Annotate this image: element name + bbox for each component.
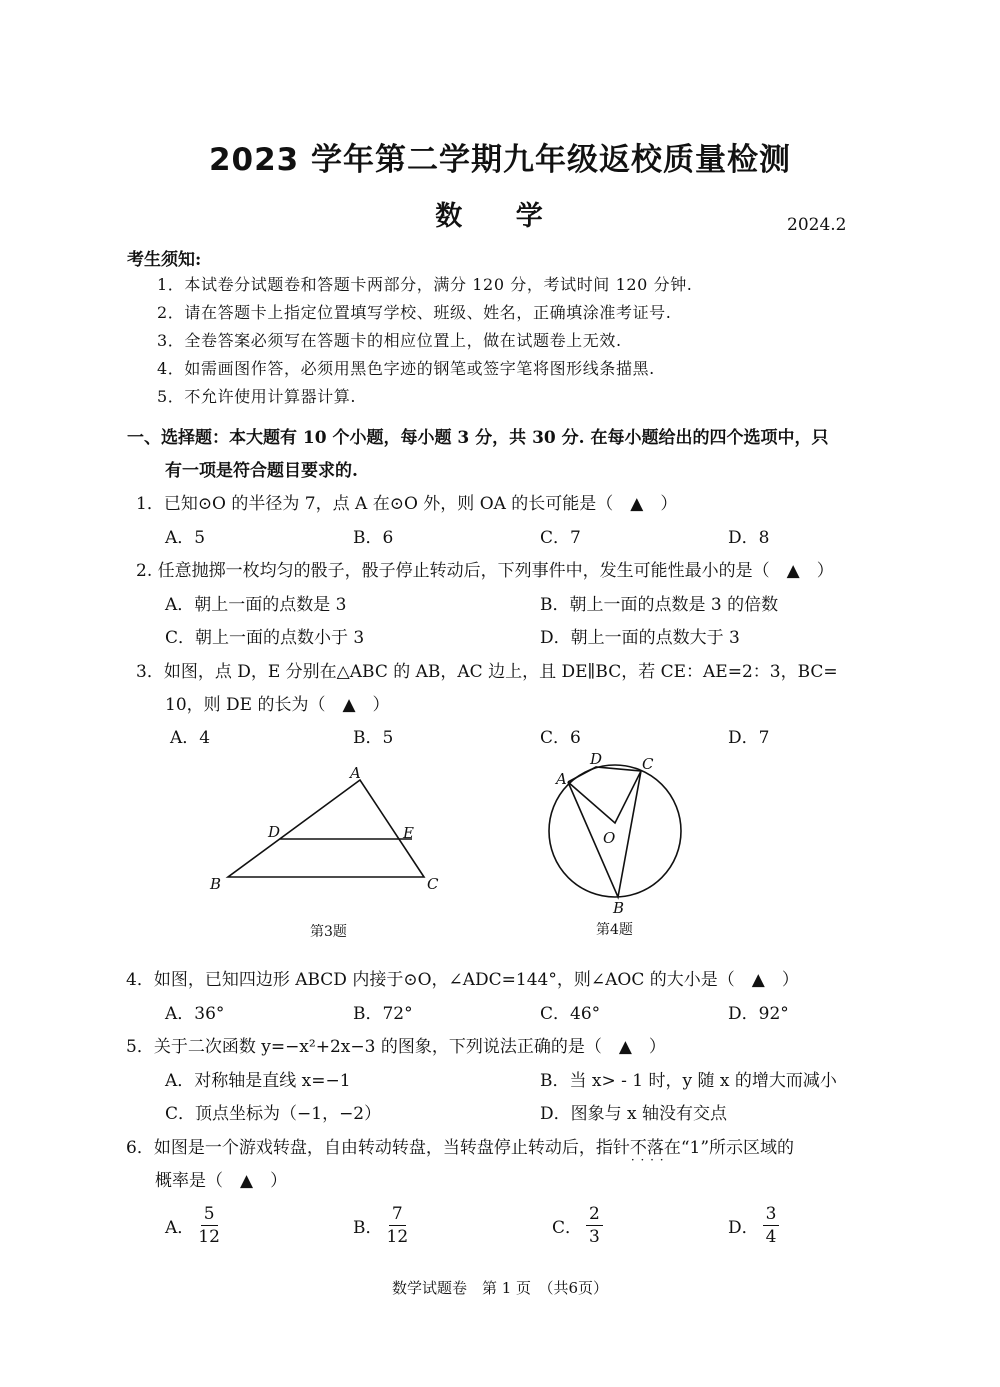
q5-option-c: C．顶点坐标为（−1，−2）: [165, 1104, 382, 1124]
notice-item: 1．本试卷分试题卷和答题卡两部分，满分 120 分，考试时间 120 分钟.: [157, 275, 693, 294]
q1-option-d: D．8: [728, 528, 770, 548]
fraction: $\frac{5}{12}$: [198, 1204, 220, 1247]
q2-option-d: D．朝上一面的点数大于 3: [540, 628, 740, 648]
figure-3-caption: 第3题: [310, 924, 347, 940]
q3-option-b: B．5: [353, 728, 394, 748]
label-o: O: [603, 829, 616, 847]
q2-option-a: A．朝上一面的点数是 3: [165, 595, 347, 615]
q4-option-b: B．72°: [353, 1004, 413, 1024]
notice-item: 2．请在答题卡上指定位置填写学校、班级、姓名，正确填涂准考证号.: [157, 303, 672, 322]
q3-option-a: A．4: [170, 728, 211, 748]
figure-3-triangle: [200, 760, 460, 900]
section-heading-cont: 有一项是符合题目要求的.: [165, 461, 358, 481]
page-title: 2023 学年第二学期九年级返校质量检测: [208, 142, 792, 178]
figure-4-circle: [540, 748, 700, 918]
label-b: B: [613, 899, 625, 917]
notice-item: 3．全卷答案必须写在答题卡的相应位置上，做在试题卷上无效.: [157, 331, 622, 350]
notice-title: 考生须知:: [127, 250, 202, 270]
question-6-cont: 概率是（ ▲ ）: [155, 1171, 288, 1191]
question-1: 1．已知⊙O 的半径为 7，点 A 在⊙O 外，则 OA 的长可能是（ ▲ ）: [136, 494, 678, 514]
question-4: 4．如图，已知四边形 ABCD 内接于⊙O，∠ADC=144°，则∠AOC 的大小是（ ▲ ）: [126, 970, 799, 990]
label-a: A: [350, 764, 361, 782]
q6-option-c: C． $\frac{2}{3}$: [552, 1203, 603, 1248]
subject-title: 数 学: [435, 201, 565, 232]
label-e: E: [403, 824, 414, 842]
q6-option-d: D． $\frac{3}{4}$: [728, 1203, 779, 1248]
label-a: A: [556, 770, 567, 788]
q5-option-d: D．图象与 x 轴没有交点: [540, 1104, 728, 1124]
label-c: C: [427, 875, 439, 893]
question-6-part1: 6．如图是一个游戏转盘，自由转动转盘，当转盘停止转动后，指针: [126, 1138, 630, 1158]
question-3: 3．如图，点 D，E 分别在△ABC 的 AB，AC 边上，且 DE∥BC，若 CE：AE=2：3，BC=: [136, 662, 838, 682]
q4-option-d: D．92°: [728, 1004, 789, 1024]
q1-option-b: B．6: [353, 528, 394, 548]
q4-option-a: A．36°: [165, 1004, 225, 1024]
figure-4-caption: 第4题: [596, 922, 633, 938]
q5-option-a: A．对称轴是直线 x=−1: [165, 1071, 351, 1091]
question-3-cont: 10，则 DE 的长为（ ▲ ）: [165, 695, 390, 715]
fraction: $\frac{7}{12}$: [386, 1204, 409, 1247]
q1-option-c: C．7: [540, 528, 581, 548]
label-d: D: [268, 823, 281, 841]
label-d: D: [590, 750, 603, 768]
question-6-emphasis: 不落在 · · · ·: [630, 1138, 681, 1158]
q2-option-c: C．朝上一面的点数小于 3: [165, 628, 365, 648]
fraction: $\frac{2}{3}$: [586, 1203, 603, 1248]
page-footer: 数学试题卷 第 1 页 （共6页）: [391, 1279, 609, 1297]
q3-option-d: D．7: [728, 728, 770, 748]
notice-item: 5．不允许使用计算器计算.: [157, 387, 357, 406]
triangle-abc: [228, 780, 424, 877]
section-heading: 一、选择题：本大题有 10 个小题，每小题 3 分，共 30 分. 在每小题给出的四个选项中，只: [127, 428, 829, 448]
q6-option-b: B． $\frac{7}{12}$: [353, 1204, 409, 1247]
question-6: [126, 1133, 794, 1158]
label-c: C: [642, 755, 654, 773]
label-b: B: [210, 875, 222, 893]
fraction: $\frac{3}{4}$: [763, 1203, 780, 1248]
q5-option-b: B．当 x> - 1 时，y 随 x 的增大而减小: [540, 1071, 837, 1091]
segments-ad-dc: [568, 767, 641, 782]
q2-option-b: B．朝上一面的点数是 3 的倍数: [540, 595, 779, 615]
exam-date: 2024.2: [787, 215, 847, 235]
question-6-part3: “1”所示区域的: [680, 1138, 795, 1158]
question-2: 2. 任意抛掷一枚均匀的骰子，骰子停止转动后，下列事件中，发生可能性最小的是（ ▲ ）: [136, 561, 834, 581]
q3-option-c: C．6: [540, 728, 581, 748]
question-5: 5．关于二次函数 y=−x²+2x−3 的图象，下列说法正确的是（ ▲ ）: [126, 1037, 666, 1057]
q1-option-a: A．5: [165, 528, 206, 548]
q4-option-c: C．46°: [540, 1004, 601, 1024]
q6-option-a: A． $\frac{5}{12}$: [165, 1204, 220, 1247]
notice-item: 4．如需画图作答，必须用黑色字迹的钢笔或签字笔将图形线条描黑.: [157, 359, 655, 378]
